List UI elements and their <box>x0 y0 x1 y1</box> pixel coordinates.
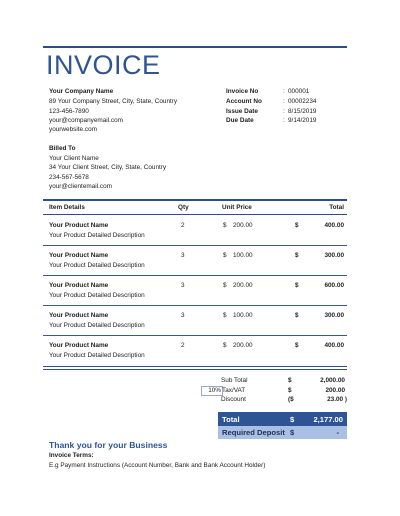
item-total: 400.00 <box>324 222 344 229</box>
table-row <box>43 336 347 366</box>
item-total: 300.00 <box>324 312 344 319</box>
item-qty: 2 <box>181 342 185 349</box>
col-header-unit-price: Unit Price <box>222 204 252 211</box>
company-phone: 123-456-7890 <box>49 108 89 115</box>
currency-symbol: $ <box>223 252 227 259</box>
total-label: Total <box>222 415 240 424</box>
subtotal-label: Sub Total <box>221 377 248 384</box>
item-name: Your Product Name <box>49 312 109 319</box>
item-total: 400.00 <box>324 342 344 349</box>
meta-value: 9/14/2019 <box>288 117 317 124</box>
company-website: yourwebsite.com <box>49 126 97 133</box>
client-name: Your Client Name <box>49 155 99 162</box>
item-qty: 3 <box>181 312 185 319</box>
item-name: Your Product Name <box>49 222 109 229</box>
table-top-rule <box>43 199 347 201</box>
header-rule <box>43 46 347 48</box>
meta-value: 00002234 <box>288 98 317 105</box>
item-name: Your Product Name <box>49 252 109 259</box>
item-unit-price: 100.00 <box>233 312 253 319</box>
col-header-details: Item Details <box>49 204 85 211</box>
subtotal-value: 2,000.00 <box>320 377 345 384</box>
currency-symbol: $ <box>223 312 227 319</box>
discount-value: 23.00 ) <box>327 396 347 403</box>
col-header-qty: Qty <box>178 204 189 211</box>
invoice-terms-text: E.g Payment Instructions (Account Number, Bank and Bank Account Holder) <box>49 462 266 469</box>
discount-label: Discount <box>221 396 246 403</box>
currency-symbol: $ <box>295 282 299 289</box>
company-name: Your Company Name <box>49 88 114 95</box>
item-unit-price: 200.00 <box>233 342 253 349</box>
item-description: Your Product Detailed Description <box>49 352 145 359</box>
currency-symbol: $ <box>295 252 299 259</box>
currency-symbol: $ <box>288 377 292 384</box>
required-deposit-row <box>218 426 347 439</box>
item-total: 600.00 <box>324 282 344 289</box>
item-description: Your Product Detailed Description <box>49 262 145 269</box>
meta-value: 8/15/2019 <box>288 108 317 115</box>
currency-symbol: $ <box>223 282 227 289</box>
table-row <box>43 306 347 336</box>
currency-symbol: $ <box>295 342 299 349</box>
meta-value: 000001 <box>288 88 310 95</box>
company-email: your@companyemail.com <box>49 117 123 124</box>
tax-rate-field[interactable]: 10% <box>201 386 223 396</box>
meta-label: Due Date <box>226 117 254 124</box>
table-row <box>43 246 347 276</box>
table-row <box>43 276 347 306</box>
total-box <box>218 412 347 439</box>
item-qty: 2 <box>181 222 185 229</box>
meta-label: Invoice No <box>226 88 259 95</box>
client-address: 34 Your Client Street, City, State, Country <box>49 164 167 171</box>
billed-to-heading: Billed To <box>49 145 76 152</box>
currency-symbol: $ <box>295 312 299 319</box>
item-unit-price: 200.00 <box>233 282 253 289</box>
item-description: Your Product Detailed Description <box>49 292 145 299</box>
table-row <box>43 216 347 246</box>
thank-you-message: Thank you for your Business <box>49 440 168 450</box>
item-total: 300.00 <box>324 252 344 259</box>
item-qty: 3 <box>181 282 185 289</box>
discount-prefix: ($ <box>288 396 294 403</box>
meta-label: Issue Date <box>226 108 258 115</box>
meta-label: Account No <box>226 98 262 105</box>
tax-value: 200.00 <box>325 387 345 394</box>
currency-symbol: $ <box>295 222 299 229</box>
currency-symbol: $ <box>290 415 295 424</box>
invoice-title: INVOICE <box>46 50 161 80</box>
currency-symbol: $ <box>223 222 227 229</box>
item-description: Your Product Detailed Description <box>49 322 145 329</box>
currency-symbol: $ <box>290 428 295 437</box>
client-phone: 234-567-5678 <box>49 174 89 181</box>
deposit-label: Required Deposit <box>222 428 285 437</box>
currency-symbol: $ <box>223 342 227 349</box>
company-address: 89 Your Company Street, City, State, Country <box>49 98 178 105</box>
table-header-rule <box>43 214 347 215</box>
item-name: Your Product Name <box>49 282 109 289</box>
table-bottom-rule <box>43 366 347 367</box>
client-email: your@clientemail.com <box>49 183 112 190</box>
item-name: Your Product Name <box>49 342 109 349</box>
currency-symbol: $ <box>288 387 292 394</box>
item-qty: 3 <box>181 252 185 259</box>
tax-label: Tax/VAT <box>222 387 246 394</box>
item-unit-price: 200.00 <box>233 222 253 229</box>
item-unit-price: 100.00 <box>233 252 253 259</box>
deposit-value: - <box>336 428 339 437</box>
col-header-total: Total <box>329 204 344 211</box>
total-value: 2,177.00 <box>313 415 343 424</box>
invoice-terms-label: Invoice Terms: <box>49 452 94 459</box>
item-description: Your Product Detailed Description <box>49 232 145 239</box>
table-bottom-rule <box>43 369 347 370</box>
